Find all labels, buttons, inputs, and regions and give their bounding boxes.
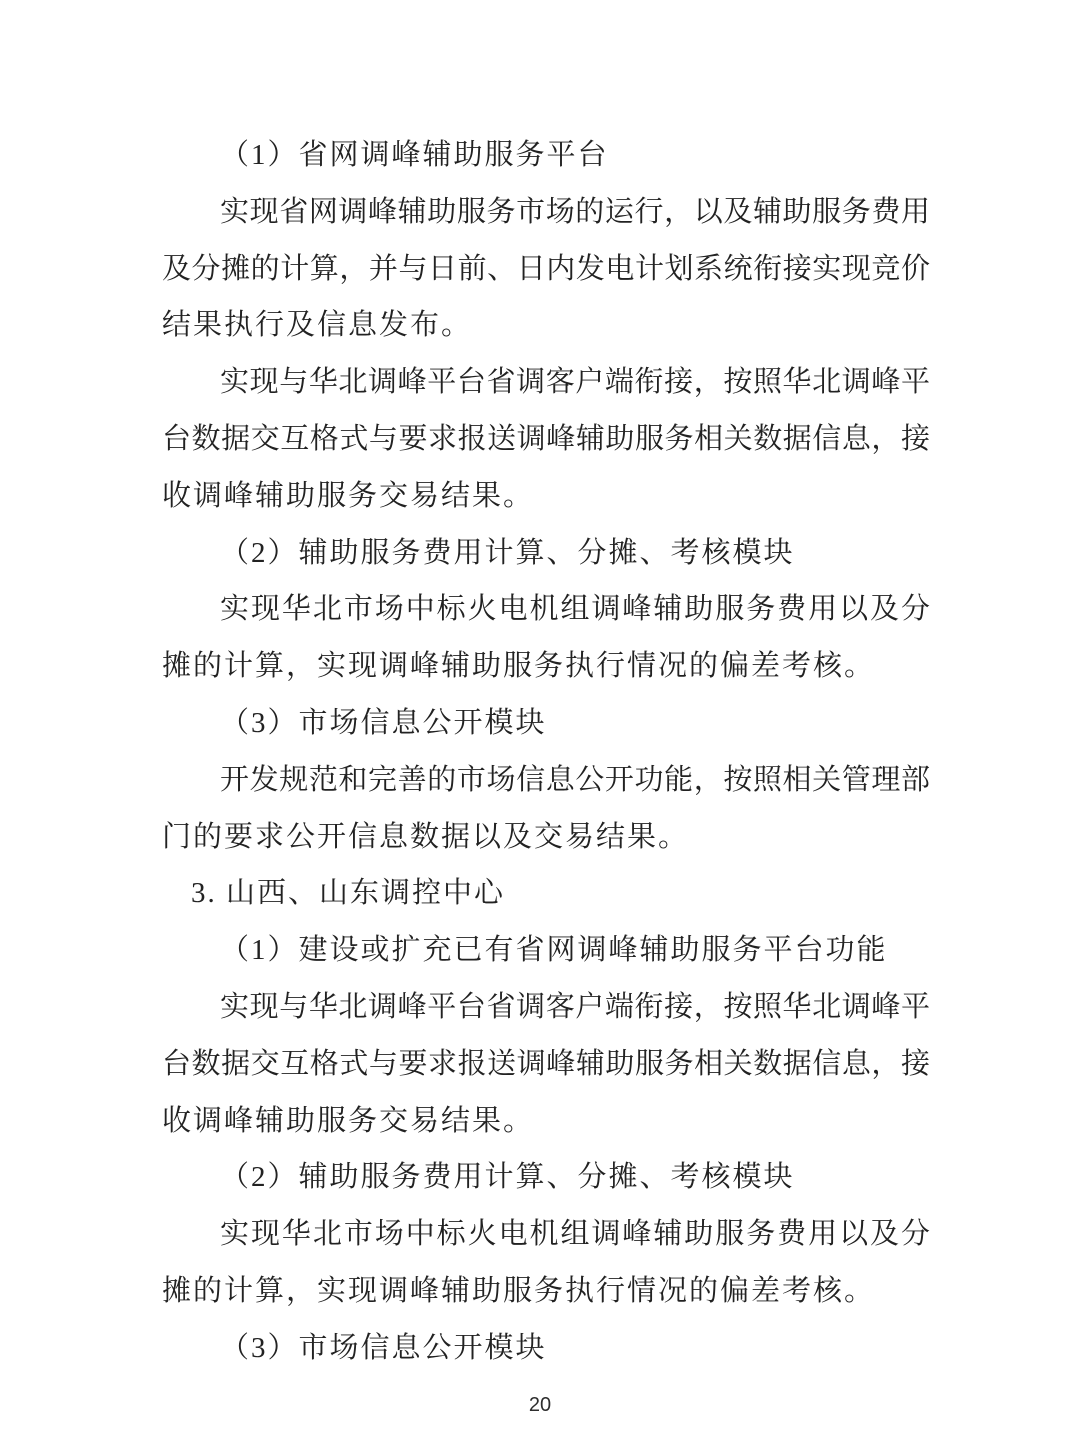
paragraph-line: 收调峰辅助服务交易结果。 (162, 1104, 535, 1137)
paragraph-line: 摊的计算，实现调峰辅助服务执行情况的偏差考核。 (162, 650, 876, 683)
numbered-heading: 3. 山西、山东调控中心 (191, 877, 506, 910)
paragraph-line: 实现与华北调峰平台省调客户端衔接，按照华北调峰平 (220, 366, 930, 399)
paragraph-line: 台数据交互格式与要求报送调峰辅助服务相关数据信息，接 (162, 422, 930, 455)
paragraph-line: 台数据交互格式与要求报送调峰辅助服务相关数据信息，接 (162, 1047, 930, 1080)
paragraph-line: 收调峰辅助服务交易结果。 (162, 479, 535, 512)
section-heading: （3）市场信息公开模块 (220, 1331, 547, 1364)
section-heading: （2）辅助服务费用计算、分摊、考核模块 (220, 536, 795, 569)
paragraph-line: 实现省网调峰辅助服务市场的运行，以及辅助服务费用 (220, 195, 930, 228)
paragraph-line: 结果执行及信息发布。 (162, 309, 473, 342)
paragraph-line: 开发规范和完善的市场信息公开功能，按照相关管理部 (220, 763, 930, 796)
section-heading: （1）省网调峰辅助服务平台 (220, 139, 609, 171)
section-heading: （3）市场信息公开模块 (220, 706, 547, 739)
section-heading: （2）辅助服务费用计算、分摊、考核模块 (220, 1161, 795, 1194)
paragraph-line: 实现华北市场中标火电机组调峰辅助服务费用以及分 (220, 1218, 930, 1251)
section-heading: （1）建设或扩充已有省网调峰辅助服务平台功能 (220, 934, 888, 967)
page-number: 20 (528, 1394, 552, 1416)
paragraph-line: 摊的计算，实现调峰辅助服务执行情况的偏差考核。 (162, 1274, 876, 1307)
paragraph-line: 实现与华北调峰平台省调客户端衔接，按照华北调峰平 (220, 990, 930, 1023)
paragraph-line: 门的要求公开信息数据以及交易结果。 (162, 820, 690, 853)
paragraph-line: 实现华北市场中标火电机组调峰辅助服务费用以及分 (220, 593, 930, 626)
document-body (162, 127, 930, 1377)
paragraph-line: 及分摊的计算，并与日前、日内发电计划系统衔接实现竞价 (162, 252, 930, 285)
